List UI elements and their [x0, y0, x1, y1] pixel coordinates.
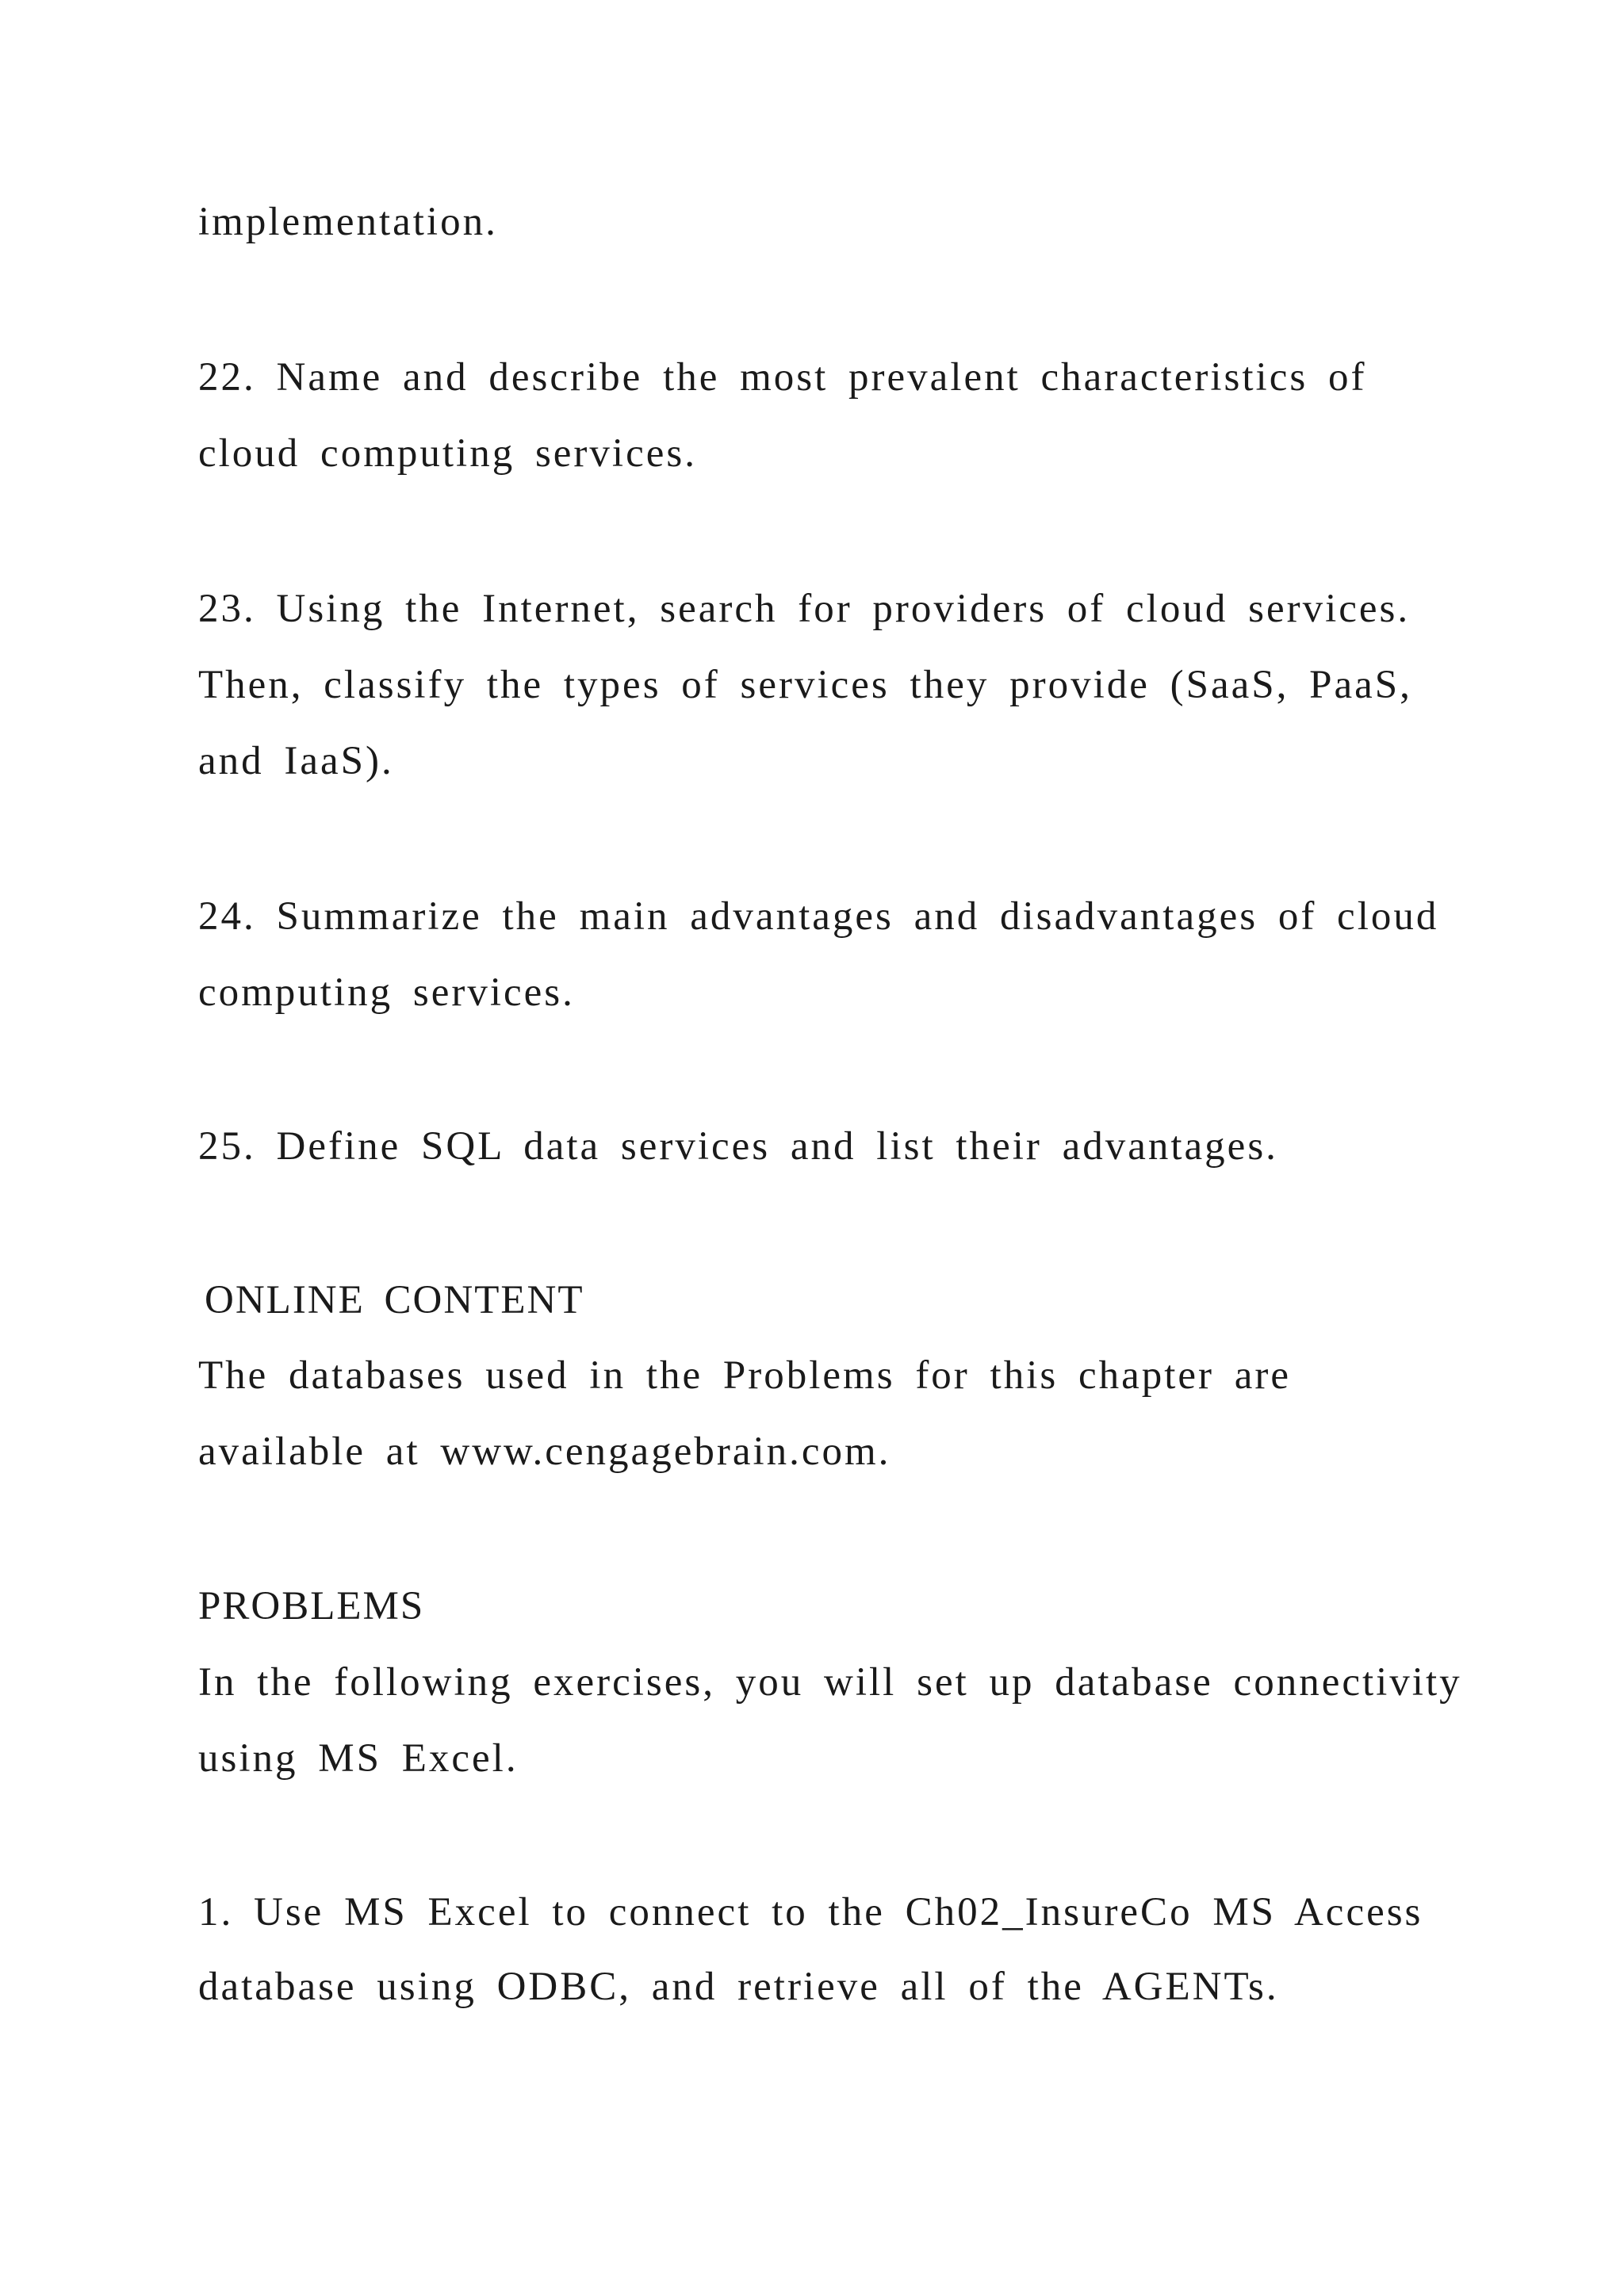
- online-content-heading: ONLINE CONTENT: [205, 1278, 584, 1322]
- question-24-line-1: 24. Summarize the main advantages and disadvantages of cloud: [198, 894, 1439, 939]
- question-22-line-2: cloud computing services.: [198, 431, 697, 476]
- problem-1-line-2: database using ODBC, and retrieve all of the AGENTs.: [198, 1965, 1279, 2009]
- question-23-line-1: 23. Using the Internet, search for providers of cloud services.: [198, 587, 1411, 631]
- question-25-line-1: 25. Define SQL data services and list their advantages.: [198, 1124, 1278, 1169]
- online-content-line-1: The databases used in the Problems for this chapter are: [198, 1353, 1292, 1398]
- problems-intro-line-1: In the following exercises, you will set up database connectivity: [198, 1660, 1462, 1705]
- question-23-line-3: and IaaS).: [198, 739, 394, 783]
- problem-1-line-1: 1. Use MS Excel to connect to the Ch02_InsureCo MS Access: [198, 1890, 1423, 1934]
- question-22-line-1: 22. Name and describe the most prevalent characteristics of: [198, 355, 1367, 400]
- problems-heading: PROBLEMS: [198, 1584, 425, 1628]
- intro-line: implementation.: [198, 200, 498, 244]
- question-24-line-2: computing services.: [198, 970, 575, 1015]
- online-content-line-2: available at www.cengagebrain.com.: [198, 1429, 891, 1474]
- question-23-line-2: Then, classify the types of services they provide (SaaS, PaaS,: [198, 663, 1412, 707]
- problems-intro-line-2: using MS Excel.: [198, 1736, 519, 1781]
